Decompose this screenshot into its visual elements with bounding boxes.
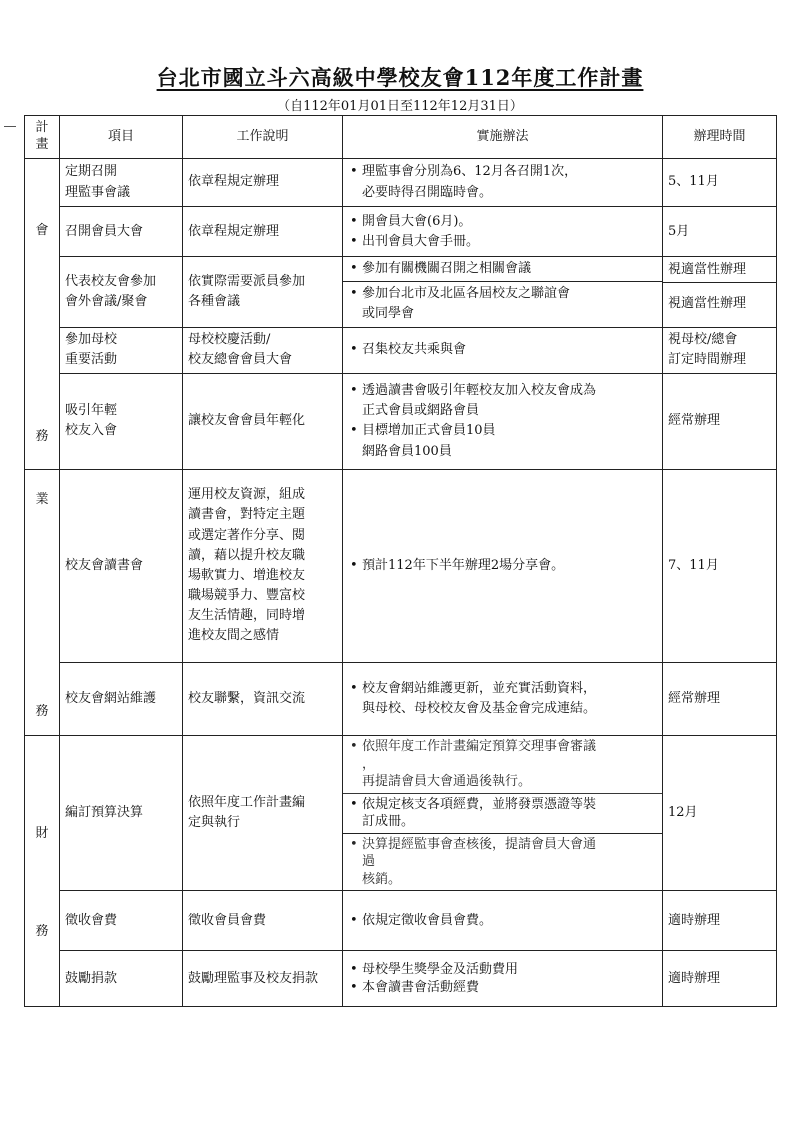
page-subtitle: （自112年01月01日至112年12月31日） — [277, 99, 523, 114]
method-bullet: • 依照年度工作計畫編定預算交理事會審議 ， 再提請會員大會通過後執行。 — [348, 738, 657, 791]
method-bullet: • 依規定徵收會員會費。 — [348, 911, 657, 931]
item-cell: 校友會讀書會 — [60, 470, 183, 663]
time-cell: 適時辦理 — [663, 891, 777, 951]
time-cell: 12月 — [663, 736, 777, 891]
method-bullet: • 母校學生獎學金及活動費用 — [348, 961, 657, 979]
method-bullet: • 校友會網站維護更新，並充實活動資料， 與母校、母校校友會及基金會完成連結。 — [348, 679, 657, 719]
time-cell: 經常辦理 — [663, 662, 777, 735]
header-row — [25, 116, 777, 159]
table-row — [25, 891, 777, 951]
category-char: 務 — [35, 429, 49, 444]
method-bullet: • 決算提經監事會查核後，提請會員大會通 過 核銷。 — [348, 836, 657, 889]
table-row — [25, 373, 777, 469]
desc-cell: 依章程規定辦理 — [183, 159, 343, 207]
time-cell: 視適當性辦理 視適當性辦理 — [663, 257, 777, 327]
header-item: 項目 — [60, 116, 183, 159]
table-row — [25, 207, 777, 257]
category-operations — [25, 470, 60, 736]
margin-mark — [4, 126, 16, 127]
desc-cell: 徵收會員會費 — [183, 891, 343, 951]
desc-cell: 校友聯繫，資訊交流 — [183, 662, 343, 735]
time-cell: 7、11月 — [663, 470, 777, 663]
table-row — [25, 951, 777, 1007]
item-cell: 參加母校 重要活動 — [60, 327, 183, 373]
item-cell: 鼓勵捐款 — [60, 951, 183, 1007]
desc-cell: 依章程規定辦理 — [183, 207, 343, 257]
header-method: 實施辦法 — [343, 116, 663, 159]
time-cell: 5月 — [663, 207, 777, 257]
table-row — [25, 470, 777, 663]
method-bullet: • 本會讀書會活動經費 — [348, 979, 657, 997]
item-cell: 校友會網站維護 — [60, 662, 183, 735]
time-cell: 適時辦理 — [663, 951, 777, 1007]
method-cell — [343, 891, 663, 951]
desc-cell: 運用校友資源，組成 讀書會，對特定主題 或選定著作分享、閱 讀，藉以提升校友職 場軟實力、增進校友 職場競爭力、豐富校 友生活情趣，同時增 進校友間之感情 — [183, 470, 343, 663]
item-cell: 吸引年輕 校友入會 — [60, 373, 183, 469]
desc-cell: 母校校慶活動/ 校友總會會員大會 — [183, 327, 343, 373]
header-desc: 工作說明 — [183, 116, 343, 159]
category-char: 業 — [35, 492, 49, 507]
method-cell — [343, 736, 663, 891]
category-membership — [25, 159, 60, 470]
method-bullet: • 參加有關機關召開之相關會議 — [348, 259, 657, 279]
time-cell: 視母校/總會 訂定時間辦理 — [663, 327, 777, 373]
table-row — [25, 662, 777, 735]
table-row — [25, 159, 777, 207]
method-cell — [343, 159, 663, 207]
header-plan: 計 畫 — [25, 116, 60, 159]
desc-cell: 依實際需要派員參加 各種會議 — [183, 257, 343, 327]
item-cell: 代表校友會參加 會外會議/聚會 — [60, 257, 183, 327]
method-bullet: • 出刊會員大會手冊。 — [348, 232, 657, 252]
desc-cell: 鼓勵理監事及校友捐款 — [183, 951, 343, 1007]
category-finance — [25, 736, 60, 1007]
time-cell: 經常辦理 — [663, 373, 777, 469]
method-cell — [343, 327, 663, 373]
desc-cell: 依照年度工作計畫編 定與執行 — [183, 736, 343, 891]
category-char: 務 — [35, 704, 49, 719]
method-bullet: • 召集校友共乘與會 — [348, 340, 657, 360]
header-time: 辦理時間 — [663, 116, 777, 159]
method-bullet: • 預計112年下半年辦理2場分享會。 — [348, 556, 657, 576]
method-cell — [343, 470, 663, 663]
method-bullet: • 參加台北市及北區各屆校友之聯誼會 或同學會 — [348, 284, 657, 324]
table-row — [25, 736, 777, 891]
item-cell: 編訂預算決算 — [60, 736, 183, 891]
item-cell: 召開會員大會 — [60, 207, 183, 257]
category-char: 會 — [35, 223, 49, 238]
method-cell — [343, 257, 663, 327]
category-char: 財 — [35, 826, 49, 841]
time-cell: 5、11月 — [663, 159, 777, 207]
method-cell — [343, 951, 663, 1007]
category-char: 務 — [35, 924, 49, 939]
method-bullet: • 依規定核支各項經費，並將發票憑證等裝 訂成冊。 — [348, 796, 657, 831]
page-title: 台北市國立斗六高級中學校友會112年度工作計畫 — [156, 65, 644, 90]
table-row — [25, 327, 777, 373]
method-bullet: • 理監事會分別為6、12月各召開1次， 必要時得召開臨時會。 — [348, 162, 657, 202]
method-cell — [343, 662, 663, 735]
method-cell — [343, 207, 663, 257]
method-bullet: • 透過讀書會吸引年輕校友加入校友會成為 正式會員或網路會員 — [348, 381, 657, 421]
table-row — [25, 257, 777, 327]
method-cell — [343, 373, 663, 469]
method-bullet: • 開會員大會(6月)。 — [348, 212, 657, 232]
work-plan-table — [24, 115, 777, 1007]
desc-cell: 讓校友會會員年輕化 — [183, 373, 343, 469]
item-cell: 徵收會費 — [60, 891, 183, 951]
method-bullet: • 目標增加正式會員10員 網路會員100員 — [348, 421, 657, 461]
item-cell: 定期召開 理監事會議 — [60, 159, 183, 207]
